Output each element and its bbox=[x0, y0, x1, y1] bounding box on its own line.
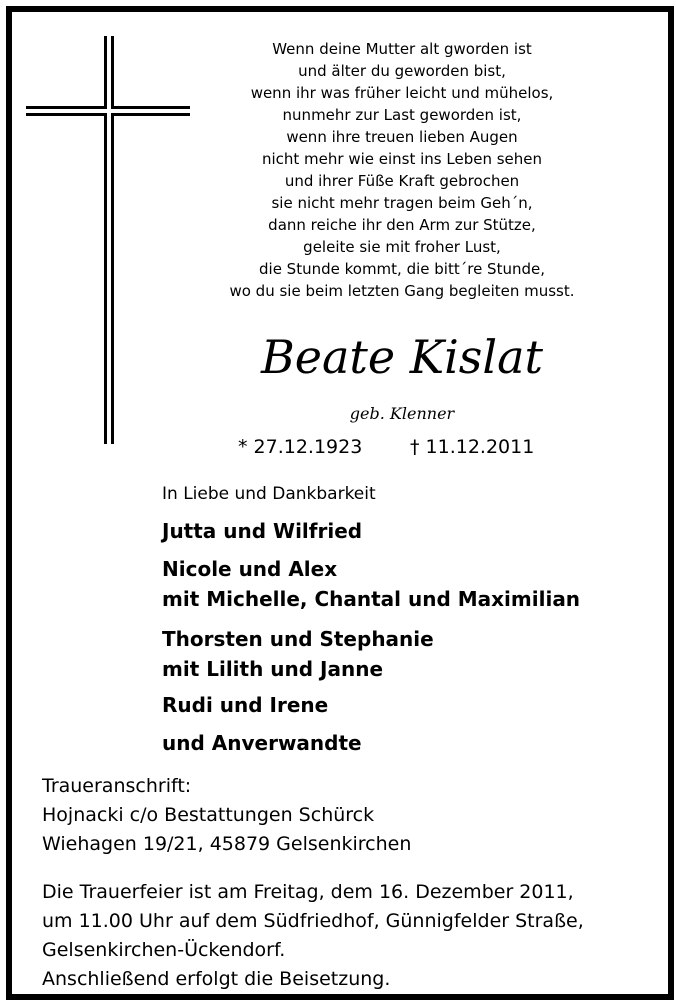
family-line: mit Michelle, Chantal und Maximilian bbox=[162, 587, 581, 611]
poem-line: nunmehr zur Last geworden ist, bbox=[282, 106, 522, 124]
poem-line: sie nicht mehr tragen beim Geh´n, bbox=[271, 194, 533, 212]
family-group bbox=[162, 554, 580, 614]
poem-line: und ihrer Füße Kraft gebrochen bbox=[284, 172, 520, 190]
family-line: Jutta und Wilfried bbox=[162, 519, 363, 543]
family-group bbox=[162, 728, 362, 758]
family-line: Rudi und Irene bbox=[162, 693, 329, 717]
mourning-address bbox=[42, 772, 411, 859]
family-group bbox=[162, 624, 434, 684]
death-date: † 11.12.2011 bbox=[410, 436, 535, 458]
ceremony-notice bbox=[42, 878, 584, 994]
poem-line: wenn ihre treuen lieben Augen bbox=[286, 128, 518, 146]
address-line: Wiehagen 19/21, 45879 Gelsenkirchen bbox=[42, 833, 412, 855]
ceremony-line: Die Trauerfeier ist am Freitag, dem 16. Dezember 2011, bbox=[42, 881, 574, 903]
poem bbox=[202, 38, 602, 302]
poem-line: wo du sie beim letzten Gang begleiten musst. bbox=[229, 282, 575, 300]
poem-line: dann reiche ihr den Arm zur Stütze, bbox=[268, 216, 536, 234]
family-group bbox=[162, 690, 328, 720]
address-line: Hojnacki c/o Bestattungen Schürck bbox=[42, 804, 375, 826]
poem-line: die Stunde kommt, die bitt´re Stunde, bbox=[259, 260, 545, 278]
birth-date: * 27.12.1923 bbox=[238, 436, 363, 458]
family-group bbox=[162, 516, 362, 546]
address-line: Traueranschrift: bbox=[42, 775, 192, 797]
ceremony-line: Gelsenkirchen-Ückendorf. bbox=[42, 939, 286, 961]
deceased-name: Beate Kislat bbox=[260, 330, 544, 384]
poem-line: wenn ihr was früher leicht und mühelos, bbox=[250, 84, 554, 102]
poem-line: nicht mehr wie einst ins Leben sehen bbox=[261, 150, 543, 168]
poem-line: geleite sie mit froher Lust, bbox=[303, 238, 501, 256]
family-line: und Anverwandte bbox=[162, 731, 362, 755]
poem-line: Wenn deine Mutter alt gworden ist bbox=[272, 40, 532, 58]
family-line: mit Lilith und Janne bbox=[162, 657, 384, 681]
poem-line: und älter du geworden bist, bbox=[298, 62, 506, 80]
thanks-line: In Liebe und Dankbarkeit bbox=[162, 484, 376, 504]
family-line: Thorsten und Stephanie bbox=[162, 627, 434, 651]
obituary-frame bbox=[6, 6, 674, 1000]
family-line: Nicole und Alex bbox=[162, 557, 338, 581]
maiden-name: geb. Klenner bbox=[349, 404, 455, 423]
ceremony-line: um 11.00 Uhr auf dem Südfriedhof, Günnigfelder Straße, bbox=[42, 910, 584, 932]
ceremony-line: Anschließend erfolgt die Beisetzung. bbox=[42, 968, 391, 990]
